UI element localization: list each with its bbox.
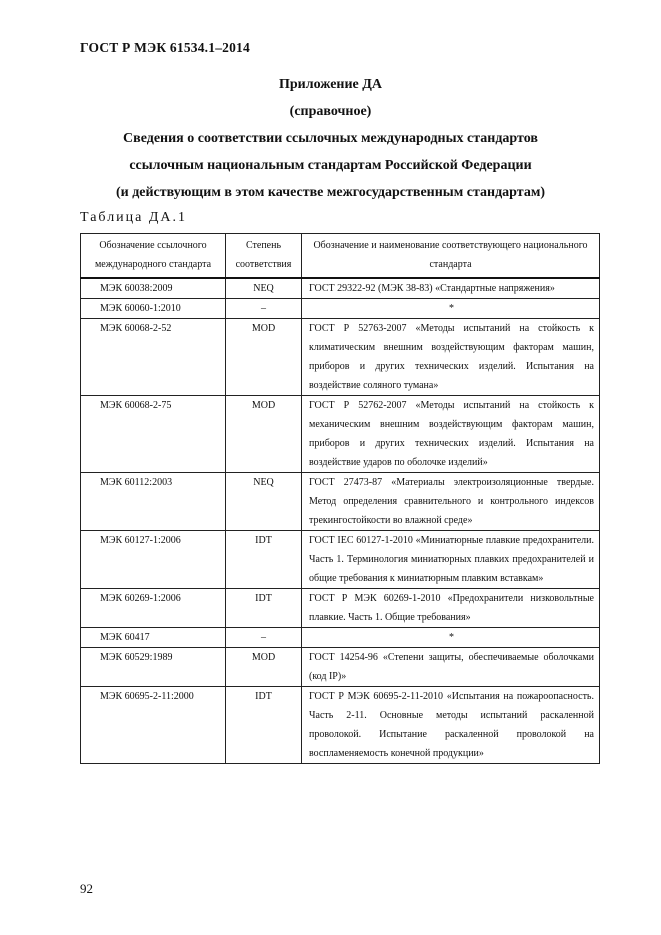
cell-degree: NEQ: [226, 473, 302, 531]
cell-international: МЭК 60038:2009: [81, 278, 226, 299]
cell-international: МЭК 60269-1:2006: [81, 589, 226, 628]
table-header-row: [81, 234, 600, 279]
cell-national: *: [302, 628, 600, 648]
appendix-heading-line-2: ссылочным национальным стандартам Российской Федерации: [129, 158, 532, 173]
cell-degree: –: [226, 299, 302, 319]
cell-international: МЭК 60695-2-11:2000: [81, 687, 226, 764]
cell-international: МЭК 60529:1989: [81, 648, 226, 687]
table-row: [81, 531, 600, 589]
appendix-heading-line-3: (и действующим в этом качестве межгосударственным стандартам): [115, 185, 546, 200]
cell-national: ГОСТ Р МЭК 60269-1-2010 «Предохранители низковольтные плавкие. Часть 1. Общие требования»: [302, 589, 600, 628]
document-header: ГОСТ Р МЭК 61534.1–2014: [80, 40, 250, 55]
appendix-kind: (справочное): [289, 104, 372, 119]
cell-degree: IDT: [226, 531, 302, 589]
column-header-degree: Степень соответствия: [226, 234, 302, 279]
table-row: [81, 589, 600, 628]
cell-degree: –: [226, 628, 302, 648]
cell-degree: MOD: [226, 319, 302, 396]
table-row: [81, 628, 600, 648]
cell-international: МЭК 60068-2-52: [81, 319, 226, 396]
cell-national: ГОСТ Р 52763-2007 «Методы испытаний на стойкость к климатическим внешним воздействующим факторам машин, приборов и других технических изделий. Испытания на воздействие соляного тумана»: [302, 319, 600, 396]
cell-degree: MOD: [226, 648, 302, 687]
cell-national: ГОСТ 29322-92 (МЭК 38-83) «Стандартные напряжения»: [302, 278, 600, 299]
column-header-international: Обозначение ссылочного международного стандарта: [81, 234, 226, 279]
cell-international: МЭК 60127-1:2006: [81, 531, 226, 589]
cell-international: МЭК 60417: [81, 628, 226, 648]
cell-national: ГОСТ Р 52762-2007 «Методы испытаний на стойкость к механическим внешним воздействующим факторам машин, приборов и других технических изделий. Испытания на воздействие ударов по оболочке изделий»: [302, 396, 600, 473]
column-header-national: Обозначение и наименование соответствующего национального стандарта: [302, 234, 600, 279]
cell-national: ГОСТ IEC 60127-1-2010 «Миниатюрные плавкие предохранители. Часть 1. Терминология миниатюрных плавких предохранителей и общие требования к миниатюрным плавким вставкам»: [302, 531, 600, 589]
cell-national: ГОСТ 14254-96 «Степени защиты, обеспечиваемые оболочками (код IP)»: [302, 648, 600, 687]
cell-national: *: [302, 299, 600, 319]
table-row: [81, 648, 600, 687]
cell-international: МЭК 60060-1:2010: [81, 299, 226, 319]
appendix-heading-line-1: Сведения о соответствии ссылочных международных стандартов: [123, 131, 538, 146]
table-row: [81, 473, 600, 531]
cell-degree: IDT: [226, 687, 302, 764]
page-number: 92: [80, 881, 93, 896]
table-row: [81, 299, 600, 319]
table-row: [81, 319, 600, 396]
table-row: [81, 396, 600, 473]
table-row: [81, 278, 600, 299]
cell-degree: MOD: [226, 396, 302, 473]
cell-degree: IDT: [226, 589, 302, 628]
appendix-title: Приложение ДА: [278, 77, 383, 92]
cell-national: ГОСТ 27473-87 «Материалы электроизоляционные твердые. Метод определения сравнительного и контрольного индексов трекингостойкости во влажной среде»: [302, 473, 600, 531]
cell-international: МЭК 60068-2-75: [81, 396, 226, 473]
correspondence-table: [80, 233, 600, 764]
table-row: [81, 687, 600, 764]
cell-degree: NEQ: [226, 278, 302, 299]
table-caption: Таблица ДА.1: [80, 210, 188, 225]
cell-national: ГОСТ Р МЭК 60695-2-11-2010 «Испытания на пожароопасность. Часть 2-11. Основные методы испытаний раскаленной проволокой. Испытание раскаленной проволокой на воспламеняемость конечной продукции»: [302, 687, 600, 764]
cell-international: МЭК 60112:2003: [81, 473, 226, 531]
